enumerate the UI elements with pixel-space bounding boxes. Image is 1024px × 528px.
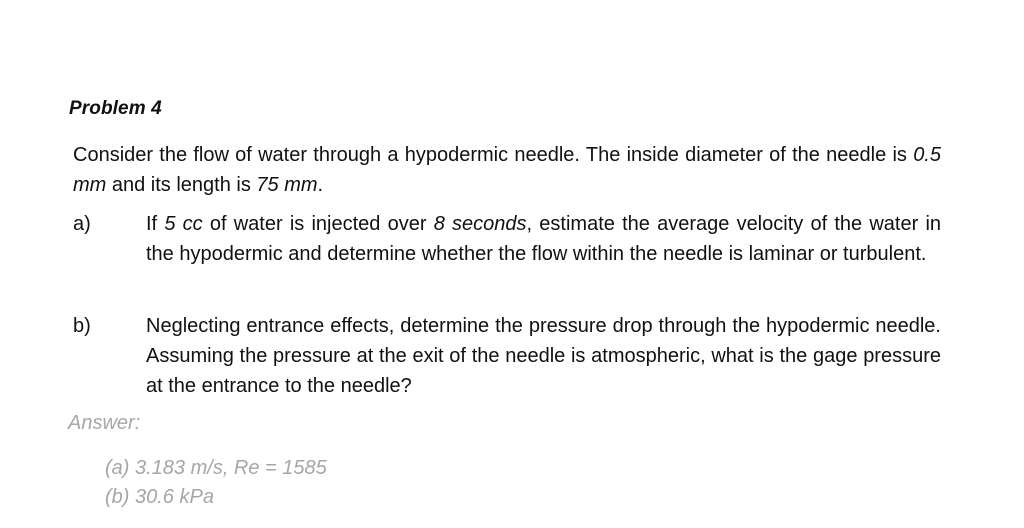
part-b-text: Neglecting entrance effects, determine the pressure drop through the hypodermic needle. Assuming the pressure at the exit of the needle is atmospheric, what is the gage pressure at the entrance to the needle? (146, 315, 941, 397)
needle-length-value: 75 mm (256, 174, 318, 196)
answer-line-a: (a) 3.183 m/s, Re = 1585 (105, 457, 327, 479)
part-b-label: b) (73, 315, 91, 337)
part-a-label: a) (73, 213, 91, 235)
intro-text-2: and its length is (106, 174, 257, 196)
injection-time-value: 8 seconds (433, 213, 527, 235)
needle-diameter-value: 0.5 mm (73, 144, 941, 196)
part-a-text (146, 209, 941, 269)
answer-heading: Answer: (68, 412, 141, 434)
part-a-text-1: If (146, 213, 165, 235)
part-a-text-2: of water is injected over (202, 213, 434, 235)
part-a-text-3: , estimate the average velocity of the water in the hypodermic and determine whether the flow within the needle is laminar or turbulent. (146, 213, 942, 265)
problem-title: Problem 4 (69, 98, 162, 119)
answer-line-b: (b) 30.6 kPa (105, 486, 214, 508)
intro-text-1: Consider the flow of water through a hypodermic needle. The inside diameter of the needle is (73, 144, 914, 166)
water-volume-value: 5 cc (164, 213, 203, 235)
intro-text-3: . (317, 174, 324, 196)
problem-intro (73, 140, 941, 200)
